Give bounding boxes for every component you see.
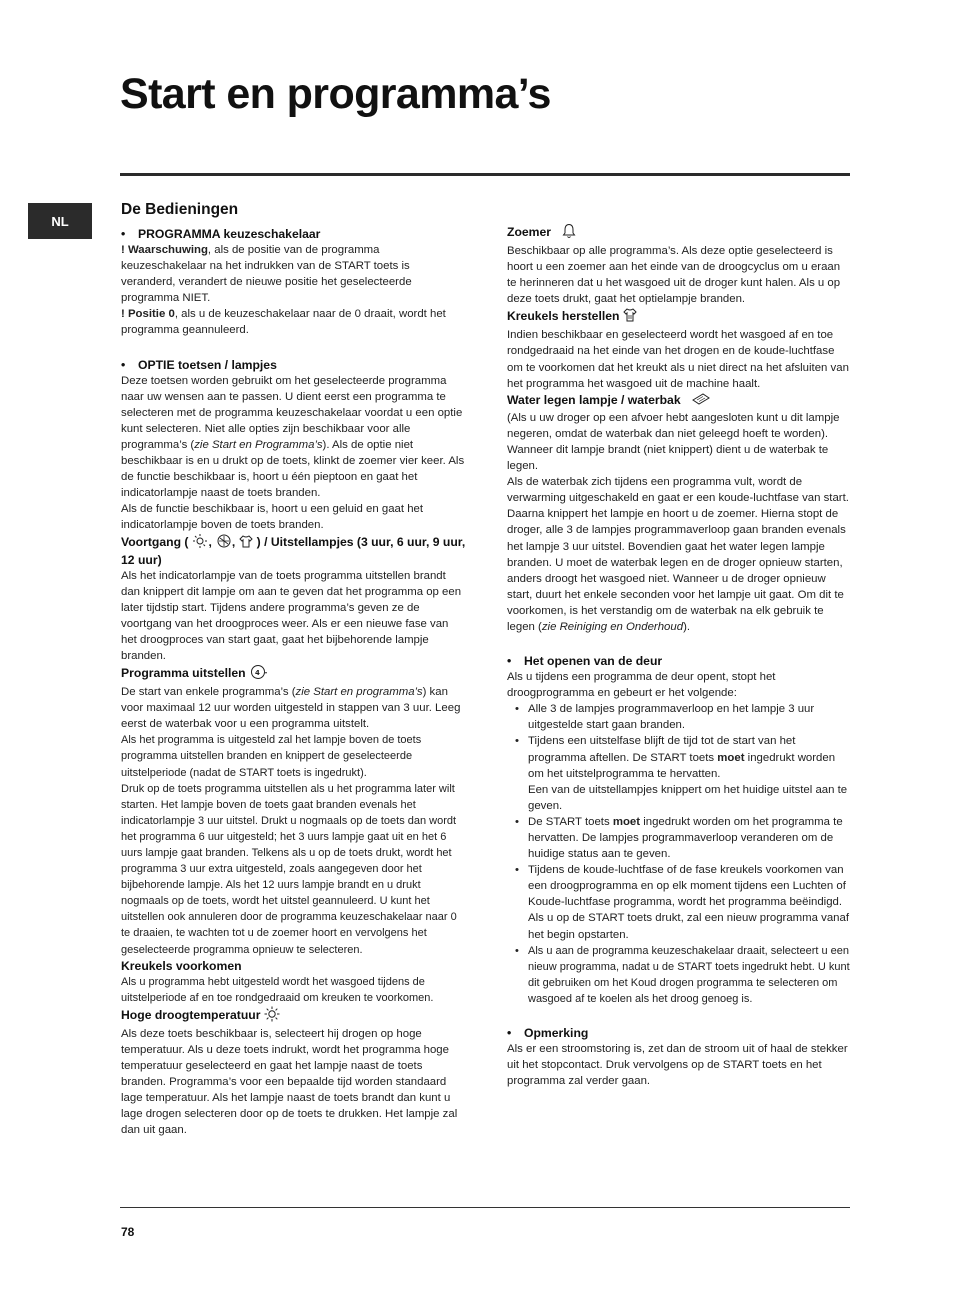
bell-icon: [561, 223, 577, 243]
options-heading: • OPTIE toetsen / lampjes: [121, 357, 277, 372]
right-column: [507, 223, 852, 1089]
progress-paragraph: Als het indicatorlampje van de toets programma uitstellen brandt dan knippert dit lampje om aan te geven dat het programma op een later tijdstip start. Tijdens andere programma’s geven ze de voortgang van het droogproces weer. Als er een nieuwe fase van het droogproces van start gaat, gaat het bijbehorende lampje branden.: [121, 569, 462, 662]
left-column: [121, 198, 466, 1139]
delay-timer-icon: [250, 664, 268, 684]
anticrease-heading: Kreukels voorkomen: [121, 958, 242, 973]
svg-text:4: 4: [254, 669, 260, 678]
hightemp-paragraph: Als deze toets beschikbaar is, selecteert hij drogen op hoge temperatuur. Als u deze toets indrukt, wordt het programma hoge temperatuur geselecteerd en gaat het lampje naast de toets branden. Programma’s voor een bepaalde tijd worden standaard lage temperatuur. Als het lampje naast de toets brandt dan kunt u lage drogen selecteren door op de toets te drukken. Het lampje zal dan uit gaan.: [121, 1027, 458, 1137]
page-title: Start en programma’s: [120, 70, 551, 118]
note-heading: • Opmerking: [507, 1026, 589, 1041]
options-paragraph-2: Als de functie beschikbaar is, hoort u een geluid en gaat het indicatorlampje boven de toets branden.: [121, 503, 424, 532]
progress-heading: Voortgang ( , , ) / Uitstellampjes (3 uur, 6 uur, 9 uur, 12 uur): [121, 534, 466, 567]
hightemp-heading: Hoge droogtemperatuur: [121, 1006, 466, 1026]
cool-air-icon: [216, 534, 232, 552]
list-item: • Als u aan de programma keuzeschakelaar draait, selecteert u een nieuw programma, nadat u de START toets ingedrukt hebt. U kunt dit gebruiken om het Koud drogen programma te selecteren om wasgoed af te koelen als het droog genoeg is.: [515, 944, 850, 1005]
section-title: De Bedieningen: [121, 201, 239, 218]
crease-care-heading: Kreukels herstellen: [507, 307, 852, 327]
list-item: • Tijdens de koude-luchtfase of de fase kreukels voorkomen van een droogprogramma en op elk moment tijdens een Luchten of Koude-luchtfase programma, wordt het programma beëindigd. Als u op de START toets drukt, zal een nieuw programma vanaf het begin opstarten.: [515, 864, 850, 941]
footer-divider: [120, 1207, 850, 1208]
prog-switch-heading: • PROGRAMMA keuzeschakelaar: [121, 227, 321, 241]
delay-paragraph-2: Als het programma is uitgesteld zal het lampje boven de toets programma uitstellen branden en knippert de geselecteerde uitstelperiode (nadat de START toets is ingedrukt).: [121, 734, 422, 779]
delay-paragraph: De start van enkele programma’s (zie Start en programma’s) kan voor maximaal 12 uur worden uitgesteld in stappen van 3 uur. Leeg eerst de waterbak voor u een programma uitstelt.: [121, 686, 461, 731]
sun-dry-icon: [192, 534, 208, 552]
shirt-icon: [623, 307, 637, 327]
title-divider: [120, 173, 850, 176]
water-heading: Water legen lampje / waterbak: [507, 392, 852, 410]
position-zero-paragraph: ! Positie 0, als u de keuzeschakelaar naar de 0 draait, wordt het programma geannuleerd.: [121, 308, 446, 337]
note-paragraph: Als er een stroomstoring is, zet dan de stroom uit of haal de stekker uit het stopcontact. Druk vervolgens op de START toets en het programma zal verder gaan.: [507, 1043, 848, 1088]
door-heading: • Het openen van de deur: [507, 654, 663, 669]
list-item: • Alle 3 de lampjes programmaverloop en het lampje 3 uur uitgestelde start gaan branden.: [515, 703, 815, 732]
crease-care-paragraph: Indien beschikbaar en geselecteerd wordt het wasgoed af en toe rondgedraaid na het einde van het drogen en de koude-luchtfase om te voorkomen dat het kreukt als u niet direct na het afsluiten van het programma het wasgoed uit de machine haalt.: [507, 329, 849, 390]
list-item: • Tijdens een uitstelfase blijft de tijd tot de start van het programma aftellen. De START toets moet ingedrukt worden om het uitstelprogramma te hervatten. Een van de uitstellampjes knippert om het huidige uitstel aan te geven.: [515, 735, 848, 812]
warning-paragraph: ! Waarschuwing, als de positie van de programma keuzeschakelaar na het indrukken van de START toets is veranderd, verandert de nieuwe positie het geselecteerde programma NIET.: [121, 244, 412, 305]
language-tab: NL: [28, 203, 92, 239]
buzzer-heading: Zoemer: [507, 223, 852, 243]
shirt-icon: [239, 534, 253, 552]
water-paragraph-2: Wanneer dit lampje brandt (niet knippert) dient u de waterbak te legen.: [507, 443, 829, 473]
water-paragraph-3: Als de waterbak zich tijdens een programma vult, wordt de verwarming uitgeschakeld en gaat er een koude-luchtfase van start. Daarna knippert het lampje en hoort u de zoemer. Hierna stopt de droger, alle 3 de lampjes programmaverloop gaan branden evenals het lampje 3 uur uitstel. Bovendien gaat het water legen lampje branden. U moet de waterbak legen en de droger opnieuw starten, anders droogt het wasgoed niet. Wanneer u de droger opnieuw start, duurt het enkele seconden voor het lampje uit gaat. Om dit te voorkomen, is het verstandig om de waterbak na elk gebruik te legen (zie Reiniging en Onderhoud).: [507, 476, 849, 633]
delay-heading: Programma uitstellen 4: [121, 664, 466, 684]
options-paragraph: Deze toetsen worden gebruikt om het geselecteerde programma naar uw wensen aan te passen. U dient eerst een programma te selecteren met de programma keuzeschakelaar voordat u een optie kunt selecteren. Niet alle opties zijn beschikbaar voor alle programma’s (zie Start en Programma’s). Als de optie niet beschikbaar is en u drukt op de toets, klinkt de zoemer vier keer. Als de functie beschikbaar is, hoort u één pieptoon en gaat het indicatorlampje naast de toets branden.: [121, 374, 465, 500]
door-intro: Als u tijdens een programma de deur opent, stopt het droogprogramma en gebeurt er het volgende:: [507, 671, 776, 700]
high-temp-icon: [264, 1006, 280, 1026]
water-container-icon: [691, 392, 711, 410]
page-number: 78: [121, 1225, 135, 1239]
list-item: • De START toets moet ingedrukt worden om het programma te hervatten. De lampjes programmaverloop veranderen om de huidige status aan te geven.: [515, 815, 843, 861]
delay-paragraph-3: Druk op de toets programma uitstellen als u het programma later wilt starten. Het lampje boven de toets gaat branden evenals het indicatorlampje 3 uur uitstel. Drukt u nogmaals op de toets dan wordt het programma 6 uur uitgesteld; het 3 uurs lampje gaat uit en het 6 uurs lampje gaat branden. Telkens als u op de toets drukt, wordt het programma 3 uur extra uitgesteld, zoals aangegeven door het bijbehorende lampje. Als het 12 uurs lampje brandt en u drukt nogmaals op de toets, wordt het uitstel geannuleerd. U kunt het uitstellen ook annuleren door de programma keuzeschakelaar naar 0 te draaien, te wachten tot u de zoemer hoort en vervolgens het geselecteerde programma opnieuw te selecteren.: [121, 782, 457, 956]
door-list: [507, 701, 852, 1007]
water-paragraph-1: (Als u uw droger op een afvoer hebt aangesloten kunt u dit lampje negeren, omdat de waterbak dan niet geleegd hoeft te worden).: [507, 411, 840, 440]
anticrease-paragraph: Als u programma hebt uitgesteld wordt het wasgoed tijdens de uitstelperiode af en toe rondgedraaid om kreuken te voorkomen.: [121, 975, 434, 1004]
buzzer-paragraph: Beschikbaar op alle programma’s. Als deze optie geselecteerd is hoort u een zoemer aan het einde van de droogcyclus om u eraan te herinneren dat u het wasgoed uit de droger kunt halen. Als u op deze toets drukt, gaat het optielampje branden.: [507, 245, 841, 306]
